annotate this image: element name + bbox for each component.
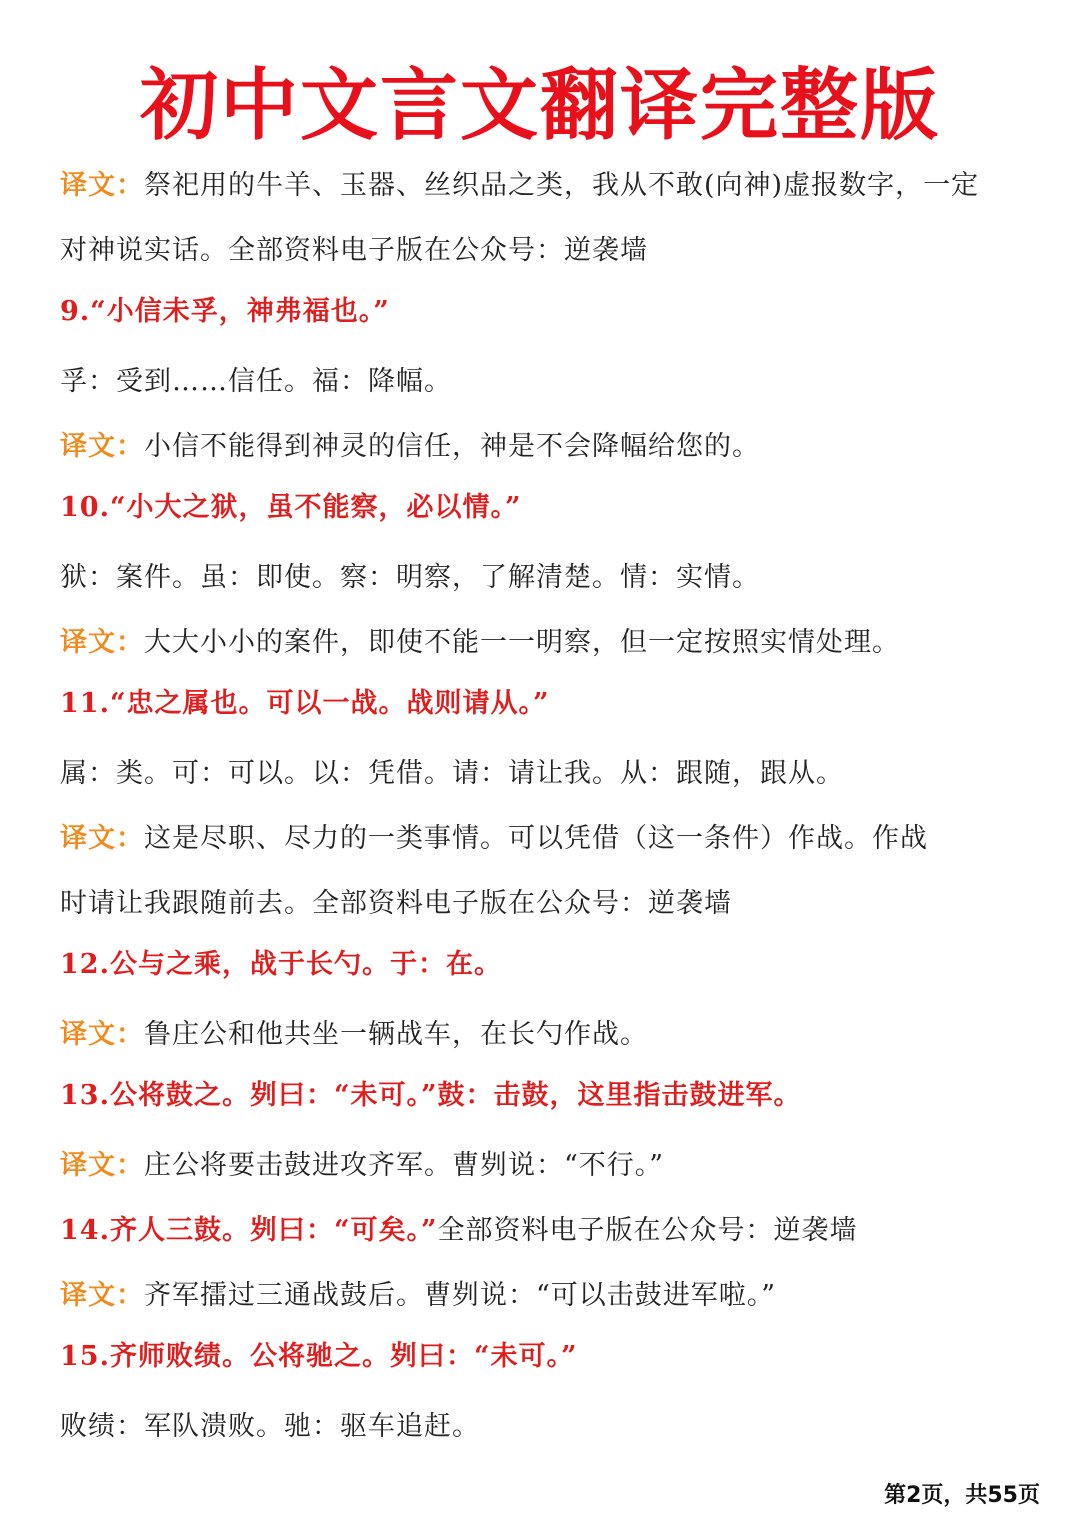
- text-line: [60, 488, 1040, 528]
- text-line: [60, 623, 1040, 663]
- line-text: 齐军擂过三通战鼓后。曹刿说：“可以击鼓进军啦。”: [144, 1280, 777, 1311]
- text-line: [60, 1211, 1040, 1251]
- text-line: [60, 1015, 1040, 1055]
- quote-heading: 12.公与之乘，战于长勺。于：在。: [60, 949, 502, 980]
- text-line: [60, 754, 1040, 794]
- line-text: 祭祀用的牛羊、玉器、丝织品之类，我从不敢(向神)虚报数字，一定: [144, 170, 980, 201]
- text-line: [60, 1276, 1040, 1316]
- text-line: [60, 1407, 1040, 1447]
- line-text: 鲁庄公和他共坐一辆战车，在长勺作战。: [144, 1019, 648, 1050]
- line-text: 属：类。可：可以。以：凭借。请：请让我。从：跟随，跟从。: [60, 758, 844, 789]
- line-text: 狱：案件。虽：即使。察：明察，了解清楚。情：实情。: [60, 562, 760, 593]
- quote-heading: 9.“小信未孚，神弗福也。”: [60, 296, 390, 327]
- translation-label: 译文：: [60, 170, 144, 201]
- line-text: 时请让我跟随前去。全部资料电子版在公众号：逆袭墙: [60, 888, 732, 919]
- text-line: [60, 558, 1040, 598]
- line-text: 大大小小的案件，即使不能一一明察，但一定按照实情处理。: [144, 627, 900, 658]
- line-text: 小信不能得到神灵的信任，神是不会降幅给您的。: [144, 431, 760, 462]
- page-number: 第2页，共55页: [884, 1483, 1040, 1508]
- translation-label: 译文：: [60, 627, 144, 658]
- translation-label: 译文：: [60, 1150, 144, 1181]
- text-line: [60, 1076, 1040, 1116]
- line-text: 孚：受到……信任。福：降幅。: [60, 366, 452, 397]
- line-text: 对神说实话。全部资料电子版在公众号：逆袭墙: [60, 235, 648, 266]
- text-line: [60, 884, 1040, 924]
- text-line: [60, 684, 1040, 724]
- text-line: [60, 427, 1040, 467]
- translation-label: 译文：: [60, 823, 144, 854]
- page-title: 初中文言文翻译完整版: [139, 61, 940, 151]
- translation-label: 译文：: [60, 1019, 144, 1050]
- quote-heading: 15.齐师败绩。公将驰之。刿曰：“未可。”: [60, 1341, 578, 1372]
- text-line: [60, 166, 1040, 206]
- line-text: 庄公将要击鼓进攻齐军。曹刿说：“不行。”: [144, 1150, 665, 1181]
- text-line: [60, 819, 1040, 859]
- text-line: [60, 945, 1040, 985]
- translation-label: 译文：: [60, 1280, 144, 1311]
- translation-label: 译文：: [60, 431, 144, 462]
- text-line: [60, 292, 1040, 332]
- quote-heading: 10.“小大之狱，虽不能察，必以情。”: [60, 492, 522, 523]
- text-line: [60, 362, 1040, 402]
- text-line: [60, 1146, 1040, 1186]
- line-text: 全部资料电子版在公众号：逆袭墙: [437, 1215, 858, 1246]
- quote-heading: 14.齐人三鼓。刿曰：“可矣。”: [60, 1215, 438, 1246]
- text-line: [60, 231, 1040, 271]
- line-text: 这是尽职、尽力的一类事情。可以凭借（这一条件）作战。作战: [144, 823, 928, 854]
- quote-heading: 13.公将鼓之。刿曰：“未可。”鼓：击鼓，这里指击鼓进军。: [60, 1080, 802, 1111]
- line-text: 败绩：军队溃败。驰：驱车追赶。: [60, 1411, 480, 1442]
- text-line: [60, 1337, 1040, 1377]
- quote-heading: 11.“忠之属也。可以一战。战则请从。”: [60, 688, 550, 719]
